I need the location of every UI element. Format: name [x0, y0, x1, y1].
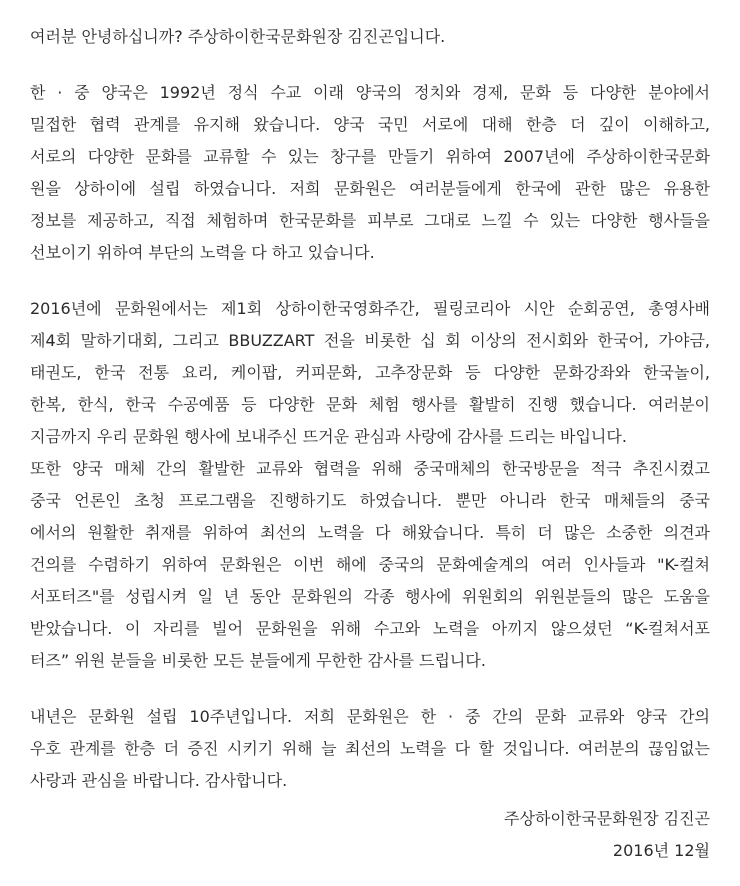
text-line: 제4회 말하기대회, 그리고 BBUZZART 전을 비롯한 십 회 이상의 전시회와 한국어, 가야금,	[30, 331, 710, 350]
text-line: 한복, 한식, 한국 수공예품 등 다양한 문화 체험 행사를 활발히 진행 했습니다. 여러분이	[30, 395, 710, 414]
text-line: 에서의 원활한 취재를 위하여 최선의 노력을 다 해왔습니다. 특히 더 많은 소중한 의견과	[30, 523, 710, 542]
signature-name: 주상하이한국문화원장 김진곤	[503, 809, 710, 828]
text-line: 터즈” 위원 분들을 비롯한 모든 분들에게 무한한 감사를 드립니다.	[30, 651, 486, 670]
text-line: 중국 언론인 초청 프로그램을 진행하기도 하였습니다. 뿐만 아니라 한국 매체들의 중국	[30, 491, 710, 510]
text-line: 사랑과 관심을 바랍니다. 감사합니다.	[30, 771, 288, 790]
paragraph-activities	[30, 293, 710, 677]
text-line: 태권도, 한국 전통 요리, 케이팝, 커피문화, 고추장문화 등 다양한 문화강좌와 한국놀이,	[30, 363, 710, 382]
text-line: 받았습니다. 이 자리를 빌어 문화원을 위해 수고와 노력을 아끼지 않으셨던 “K-컬쳐서포	[30, 619, 710, 638]
text-line: 원을 상하이에 설립 하였습니다. 저희 문화원은 여러분들에게 한국에 관한 많은 유용한	[30, 179, 710, 198]
text-line: 또한 양국 매체 간의 활발한 교류와 협력을 위해 중국매체의 한국방문을 적극 추진시켰고	[30, 459, 710, 478]
text-line: 서포터즈"를 성립시켜 일 년 동안 문화원의 각종 행사에 위원회의 위원분들의 많은 도움을	[30, 587, 710, 606]
paragraph-gap	[30, 677, 710, 701]
text-line: 우호 관계를 한층 더 증진 시키기 위해 늘 최선의 노력을 다 할 것입니다. 여러분의 끊임없는	[30, 739, 710, 758]
paragraph-gap	[30, 269, 710, 293]
text-line: 선보이기 위하여 부단의 노력을 다 하고 있습니다.	[30, 243, 375, 262]
paragraph-closing	[30, 701, 710, 797]
text-line: 한 · 중 양국은 1992년 정식 수교 이래 양국의 정치와 경제, 문화 등 다양한 분야에서	[30, 83, 710, 102]
text-line: 2016년에 문화원에서는 제1회 상하이한국영화주간, 필링코리아 시안 순회공연, 총영사배	[30, 299, 710, 318]
text-line: 건의를 수렴하기 위하여 문화원은 이번 해에 중국의 문화예술계의 여러 인사들과 "K-컬쳐	[30, 555, 710, 574]
paragraph-gap	[30, 53, 710, 77]
text-line: 내년은 문화원 설립 10주년입니다. 저희 문화원은 한 · 중 간의 문화 교류와 양국 간의	[30, 707, 710, 726]
text-line: 정보를 제공하고, 직접 체험하며 한국문화를 피부로 그대로 느낄 수 있는 다양한 행사들을	[30, 211, 710, 230]
signature-date: 2016년 12월	[612, 841, 710, 860]
paragraph-intro	[30, 77, 710, 269]
text-line: 지금까지 우리 문화원 행사에 보내주신 뜨거운 관심과 사랑에 감사를 드리는 바입니다.	[30, 427, 627, 446]
greeting-line: 여러분 안녕하십니까? 주상하이한국문화원장 김진곤입니다.	[30, 27, 446, 46]
text-line: 밀접한 협력 관계를 유지해 왔습니다. 양국 국민 서로에 대해 한층 더 깊이 이해하고,	[30, 115, 710, 134]
text-line: 서로의 다양한 문화를 교류할 수 있는 창구를 만들기 위하여 2007년에 주상하이한국문화	[30, 147, 710, 166]
